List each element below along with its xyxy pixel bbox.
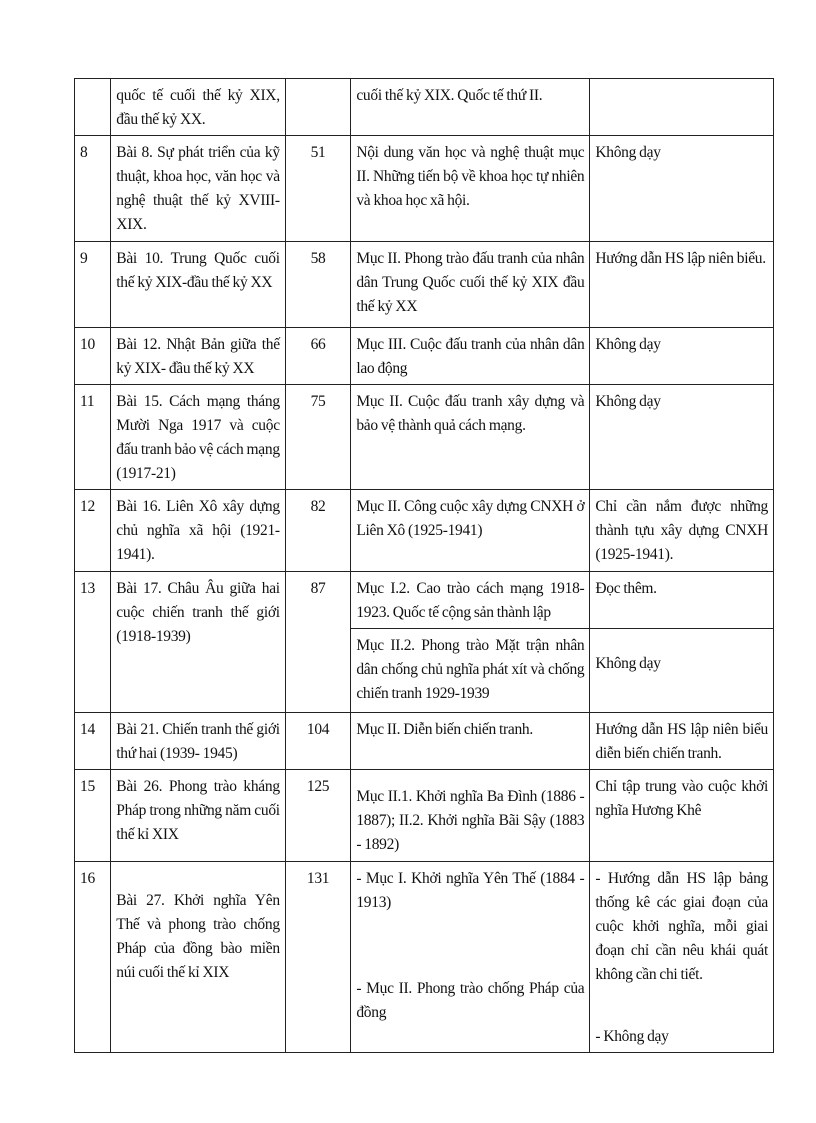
lesson-title: Bài 8. Sự phát triển của kỹ thuật, khoa học, văn học và nghệ thuật thế kỷ XVIII-XIX. bbox=[111, 136, 285, 242]
row-number: 13 bbox=[75, 572, 111, 713]
lesson-title: Bài 17. Châu Âu giữa hai cuộc chiến tranh thế giới (1918-1939) bbox=[111, 572, 285, 713]
section-content-text: - Mục I. Khởi nghĩa Yên Thế (1884 - 1913) bbox=[356, 870, 585, 911]
row-number: 15 bbox=[75, 770, 111, 862]
section-content: Mục II. Cuộc đấu tranh xây dựng và bảo vệ thành quả cách mạng. bbox=[351, 385, 590, 490]
table-row bbox=[75, 328, 774, 385]
table-row bbox=[75, 242, 774, 328]
table-row bbox=[75, 79, 774, 136]
teaching-note bbox=[590, 862, 774, 1053]
table-row bbox=[75, 572, 774, 629]
page-number: 82 bbox=[285, 490, 351, 572]
lesson-title: Bài 26. Phong trào kháng Pháp trong những năm cuối thế kỉ XIX bbox=[111, 770, 285, 862]
table-row bbox=[75, 385, 774, 490]
section-content: Mục II. Phong trào đấu tranh của nhân dân Trung Quốc cuối thế kỷ XIX đầu thế kỷ XX bbox=[351, 242, 590, 328]
teaching-note: Đọc thêm. bbox=[590, 572, 774, 629]
row-number: 14 bbox=[75, 713, 111, 770]
section-content: Mục III. Cuộc đấu tranh của nhân dân lao động bbox=[351, 328, 590, 385]
row-number: 8 bbox=[75, 136, 111, 242]
table-row bbox=[75, 490, 774, 572]
section-content bbox=[351, 770, 590, 862]
spacer bbox=[595, 987, 768, 1025]
row-number: 11 bbox=[75, 385, 111, 490]
page-number bbox=[285, 79, 351, 136]
row-number: 16 bbox=[75, 862, 111, 1053]
section-content-text: - Mục II. Phong trào chống Pháp của đồng bbox=[356, 980, 585, 1021]
table-row bbox=[75, 770, 774, 862]
lesson-title: Bài 21. Chiến tranh thế giới thứ hai (1939- 1945) bbox=[111, 713, 285, 770]
teaching-note: Không dạy bbox=[590, 385, 774, 490]
teaching-note: Hướng dẫn HS lập niên biểu. bbox=[590, 242, 774, 328]
teaching-note: Không dạy bbox=[590, 328, 774, 385]
spacer bbox=[356, 915, 584, 977]
section-content: Mục I.2. Cao trào cách mạng 1918-1923. Quốc tế cộng sản thành lập bbox=[351, 572, 590, 629]
page-number: 58 bbox=[285, 242, 351, 328]
section-content: cuối thế kỷ XIX. Quốc tế thứ II. bbox=[351, 79, 590, 136]
table-row bbox=[75, 862, 774, 1053]
lesson-title: Bài 16. Liên Xô xây dựng chủ nghĩa xã hội (1921-1941). bbox=[111, 490, 285, 572]
teaching-note: Hướng dẫn HS lập niên biểu diễn biến chiến tranh. bbox=[590, 713, 774, 770]
lesson-title: Bài 10. Trung Quốc cuối thế kỷ XIX-đầu thế kỷ XX bbox=[111, 242, 285, 328]
table-row bbox=[75, 136, 774, 242]
teaching-note bbox=[590, 629, 774, 713]
curriculum-table bbox=[74, 78, 774, 1053]
lesson-title bbox=[111, 862, 285, 1053]
table-row bbox=[75, 713, 774, 770]
row-number: 9 bbox=[75, 242, 111, 328]
page-number: 66 bbox=[285, 328, 351, 385]
lesson-title-text: Bài 27. Khởi nghĩa Yên Thế và phong trào chống Pháp của đồng bào miền núi cuối thế kỉ XIX bbox=[116, 892, 280, 981]
row-number bbox=[75, 79, 111, 136]
teaching-note: Chỉ tập trung vào cuộc khởi nghĩa Hương Khê bbox=[590, 770, 774, 862]
lesson-title: quốc tế cuối thế kỷ XIX, đầu thế kỷ XX. bbox=[111, 79, 285, 136]
teaching-note: Không dạy bbox=[590, 136, 774, 242]
section-content: Mục II. Công cuộc xây dựng CNXH ở Liên Xô (1925-1941) bbox=[351, 490, 590, 572]
section-content: Nội dung văn học và nghệ thuật mục II. Những tiến bộ về khoa học tự nhiên và khoa học xã hội. bbox=[351, 136, 590, 242]
page-number: 131 bbox=[285, 862, 351, 1053]
teaching-note: Chỉ cần nắm được những thành tựu xây dựng CNXH (1925-1941). bbox=[590, 490, 774, 572]
section-content-text: Mục II.1. Khởi nghĩa Ba Đình (1886 - 1887); II.2. Khởi nghĩa Bãi Sậy (1883 - 1892) bbox=[356, 788, 585, 853]
teaching-note-text: - Không dạy bbox=[595, 1028, 669, 1045]
teaching-note-text: - Hướng dẫn HS lập bảng thống kê các giai đoạn của cuộc khởi nghĩa, mỗi giai đoạn chỉ cần nêu khái quát không cần chi tiết. bbox=[595, 870, 768, 983]
teaching-note-text: Không dạy bbox=[595, 655, 661, 672]
page-number: 75 bbox=[285, 385, 351, 490]
teaching-note bbox=[590, 79, 774, 136]
page-number: 51 bbox=[285, 136, 351, 242]
section-content: Mục II.2. Phong trào Mặt trận nhân dân chống chủ nghĩa phát xít và chống chiến tranh 1929-1939 bbox=[351, 629, 590, 713]
section-content: Mục II. Diễn biến chiến tranh. bbox=[351, 713, 590, 770]
row-number: 12 bbox=[75, 490, 111, 572]
row-number: 10 bbox=[75, 328, 111, 385]
page-number: 87 bbox=[285, 572, 351, 713]
page-number: 104 bbox=[285, 713, 351, 770]
section-content bbox=[351, 862, 590, 1053]
page-number: 125 bbox=[285, 770, 351, 862]
lesson-title: Bài 15. Cách mạng tháng Mười Nga 1917 và cuộc đấu tranh bảo vệ cách mạng (1917-21) bbox=[111, 385, 285, 490]
lesson-title: Bài 12. Nhật Bản giữa thế kỷ XIX- đầu thế kỷ XX bbox=[111, 328, 285, 385]
